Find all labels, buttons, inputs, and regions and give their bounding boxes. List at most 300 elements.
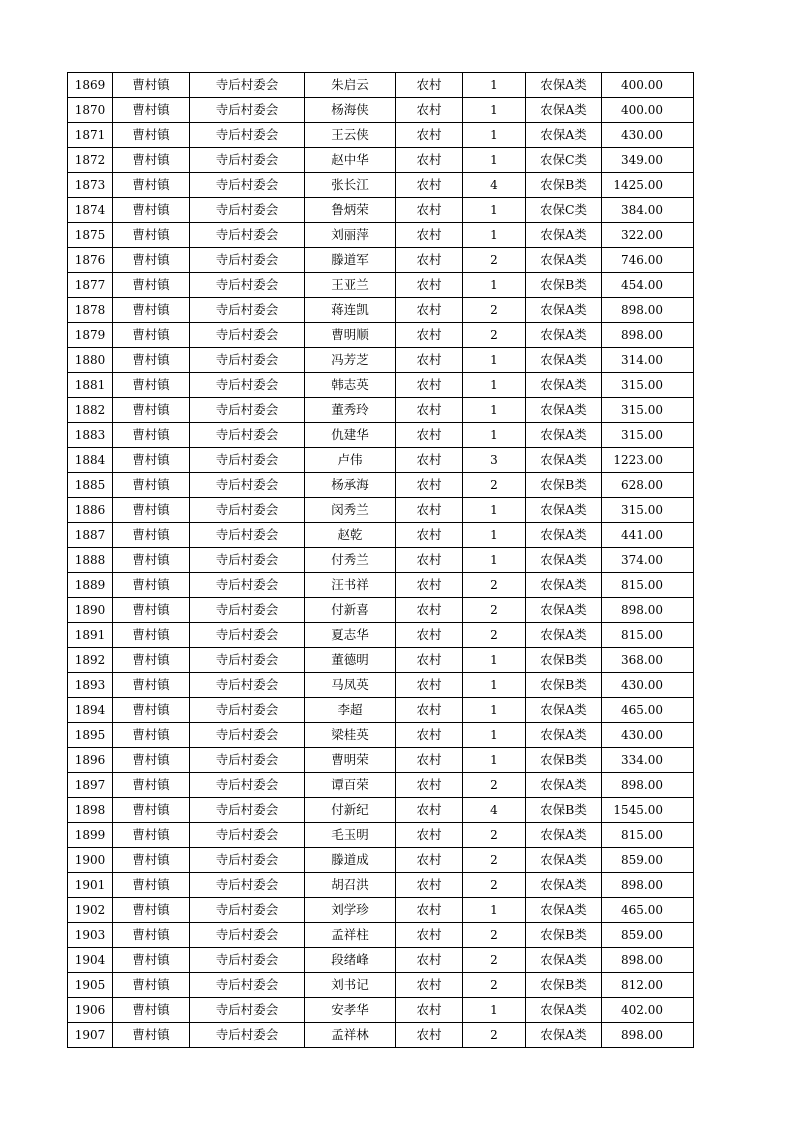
town-cell: 曹村镇 (113, 98, 190, 123)
amount-cell: 1223.00 (602, 448, 694, 473)
table-body (68, 73, 694, 1048)
row-number: 1903 (68, 923, 113, 948)
town-cell: 曹村镇 (113, 923, 190, 948)
insurance-category-cell: 农保C类 (526, 198, 602, 223)
amount-cell: 898.00 (602, 873, 694, 898)
table-row (68, 648, 694, 673)
household-type-cell: 农村 (396, 1023, 463, 1048)
town-cell: 曹村镇 (113, 448, 190, 473)
town-cell: 曹村镇 (113, 73, 190, 98)
name-cell: 汪书祥 (305, 573, 396, 598)
amount-cell: 315.00 (602, 423, 694, 448)
member-count-cell: 1 (463, 998, 526, 1023)
household-type-cell: 农村 (396, 573, 463, 598)
town-cell: 曹村镇 (113, 823, 190, 848)
member-count-cell: 1 (463, 748, 526, 773)
insurance-category-cell: 农保A类 (526, 98, 602, 123)
household-type-cell: 农村 (396, 673, 463, 698)
name-cell: 付新喜 (305, 598, 396, 623)
insurance-category-cell: 农保A类 (526, 1023, 602, 1048)
row-number: 1872 (68, 148, 113, 173)
member-count-cell: 2 (463, 773, 526, 798)
village-committee-cell: 寺后村委会 (190, 573, 305, 598)
town-cell: 曹村镇 (113, 548, 190, 573)
member-count-cell: 1 (463, 723, 526, 748)
row-number: 1906 (68, 998, 113, 1023)
town-cell: 曹村镇 (113, 848, 190, 873)
member-count-cell: 1 (463, 373, 526, 398)
household-type-cell: 农村 (396, 948, 463, 973)
town-cell: 曹村镇 (113, 998, 190, 1023)
row-number: 1873 (68, 173, 113, 198)
insurance-category-cell: 农保A类 (526, 373, 602, 398)
row-number: 1888 (68, 548, 113, 573)
town-cell: 曹村镇 (113, 398, 190, 423)
town-cell: 曹村镇 (113, 648, 190, 673)
table-row (68, 123, 694, 148)
name-cell: 赵中华 (305, 148, 396, 173)
household-type-cell: 农村 (396, 598, 463, 623)
town-cell: 曹村镇 (113, 223, 190, 248)
amount-cell: 898.00 (602, 323, 694, 348)
amount-cell: 334.00 (602, 748, 694, 773)
village-committee-cell: 寺后村委会 (190, 1023, 305, 1048)
town-cell: 曹村镇 (113, 198, 190, 223)
amount-cell: 898.00 (602, 1023, 694, 1048)
amount-cell: 400.00 (602, 98, 694, 123)
member-count-cell: 1 (463, 223, 526, 248)
amount-cell: 315.00 (602, 398, 694, 423)
insurance-category-cell: 农保A类 (526, 398, 602, 423)
insurance-category-cell: 农保B类 (526, 748, 602, 773)
name-cell: 胡召洪 (305, 873, 396, 898)
amount-cell: 815.00 (602, 823, 694, 848)
village-committee-cell: 寺后村委会 (190, 848, 305, 873)
village-committee-cell: 寺后村委会 (190, 248, 305, 273)
row-number: 1898 (68, 798, 113, 823)
village-committee-cell: 寺后村委会 (190, 648, 305, 673)
row-number: 1900 (68, 848, 113, 873)
member-count-cell: 2 (463, 623, 526, 648)
amount-cell: 314.00 (602, 348, 694, 373)
household-type-cell: 农村 (396, 623, 463, 648)
household-type-cell: 农村 (396, 648, 463, 673)
amount-cell: 1545.00 (602, 798, 694, 823)
household-type-cell: 农村 (396, 748, 463, 773)
member-count-cell: 1 (463, 273, 526, 298)
member-count-cell: 2 (463, 873, 526, 898)
amount-cell: 465.00 (602, 698, 694, 723)
member-count-cell: 2 (463, 473, 526, 498)
insurance-category-cell: 农保A类 (526, 723, 602, 748)
insurance-category-cell: 农保A类 (526, 73, 602, 98)
row-number: 1893 (68, 673, 113, 698)
row-number: 1892 (68, 648, 113, 673)
table-row (68, 448, 694, 473)
table-row (68, 198, 694, 223)
village-committee-cell: 寺后村委会 (190, 123, 305, 148)
town-cell: 曹村镇 (113, 748, 190, 773)
household-type-cell: 农村 (396, 248, 463, 273)
table-row (68, 548, 694, 573)
household-type-cell: 农村 (396, 548, 463, 573)
insurance-category-cell: 农保A类 (526, 848, 602, 873)
table-row (68, 73, 694, 98)
village-committee-cell: 寺后村委会 (190, 598, 305, 623)
table-row (68, 873, 694, 898)
amount-cell: 322.00 (602, 223, 694, 248)
village-committee-cell: 寺后村委会 (190, 623, 305, 648)
town-cell: 曹村镇 (113, 573, 190, 598)
village-committee-cell: 寺后村委会 (190, 198, 305, 223)
row-number: 1895 (68, 723, 113, 748)
table-row (68, 898, 694, 923)
household-type-cell: 农村 (396, 923, 463, 948)
row-number: 1871 (68, 123, 113, 148)
amount-cell: 859.00 (602, 848, 694, 873)
row-number: 1878 (68, 298, 113, 323)
village-committee-cell: 寺后村委会 (190, 498, 305, 523)
name-cell: 王云侠 (305, 123, 396, 148)
name-cell: 安孝华 (305, 998, 396, 1023)
table-row (68, 248, 694, 273)
amount-cell: 315.00 (602, 498, 694, 523)
table-row (68, 373, 694, 398)
name-cell: 董秀玲 (305, 398, 396, 423)
member-count-cell: 2 (463, 973, 526, 998)
name-cell: 夏志华 (305, 623, 396, 648)
insurance-category-cell: 农保B类 (526, 648, 602, 673)
household-type-cell: 农村 (396, 373, 463, 398)
village-committee-cell: 寺后村委会 (190, 773, 305, 798)
member-count-cell: 1 (463, 898, 526, 923)
household-type-cell: 农村 (396, 348, 463, 373)
row-number: 1881 (68, 373, 113, 398)
name-cell: 曹明顺 (305, 323, 396, 348)
name-cell: 毛玉明 (305, 823, 396, 848)
insurance-category-cell: 农保A类 (526, 248, 602, 273)
amount-cell: 368.00 (602, 648, 694, 673)
table-row (68, 623, 694, 648)
member-count-cell: 1 (463, 148, 526, 173)
table-row (68, 1023, 694, 1048)
amount-cell: 315.00 (602, 373, 694, 398)
amount-cell: 898.00 (602, 948, 694, 973)
village-committee-cell: 寺后村委会 (190, 698, 305, 723)
table-row (68, 698, 694, 723)
village-committee-cell: 寺后村委会 (190, 923, 305, 948)
insurance-category-cell: 农保A类 (526, 448, 602, 473)
name-cell: 李超 (305, 698, 396, 723)
insurance-category-cell: 农保A类 (526, 573, 602, 598)
village-committee-cell: 寺后村委会 (190, 223, 305, 248)
row-number: 1890 (68, 598, 113, 623)
row-number: 1907 (68, 1023, 113, 1048)
table-row (68, 98, 694, 123)
name-cell: 朱启云 (305, 73, 396, 98)
row-number: 1874 (68, 198, 113, 223)
amount-cell: 374.00 (602, 548, 694, 573)
member-count-cell: 1 (463, 548, 526, 573)
insurance-category-cell: 农保A类 (526, 323, 602, 348)
table-row (68, 823, 694, 848)
name-cell: 马凤英 (305, 673, 396, 698)
amount-cell: 746.00 (602, 248, 694, 273)
village-committee-cell: 寺后村委会 (190, 148, 305, 173)
village-committee-cell: 寺后村委会 (190, 723, 305, 748)
table-row (68, 948, 694, 973)
village-committee-cell: 寺后村委会 (190, 948, 305, 973)
insurance-category-cell: 农保A类 (526, 223, 602, 248)
insurance-category-cell: 农保A类 (526, 948, 602, 973)
insurance-category-cell: 农保A类 (526, 698, 602, 723)
village-committee-cell: 寺后村委会 (190, 523, 305, 548)
table-row (68, 223, 694, 248)
name-cell: 仇建华 (305, 423, 396, 448)
town-cell: 曹村镇 (113, 323, 190, 348)
insurance-category-cell: 农保A类 (526, 998, 602, 1023)
insurance-category-cell: 农保B类 (526, 273, 602, 298)
row-number: 1899 (68, 823, 113, 848)
member-count-cell: 1 (463, 348, 526, 373)
name-cell: 付新纪 (305, 798, 396, 823)
town-cell: 曹村镇 (113, 148, 190, 173)
amount-cell: 384.00 (602, 198, 694, 223)
amount-cell: 430.00 (602, 123, 694, 148)
insurance-category-cell: 农保A类 (526, 423, 602, 448)
amount-cell: 349.00 (602, 148, 694, 173)
household-type-cell: 农村 (396, 973, 463, 998)
row-number: 1887 (68, 523, 113, 548)
name-cell: 张长江 (305, 173, 396, 198)
insurance-category-cell: 农保A类 (526, 548, 602, 573)
member-count-cell: 1 (463, 123, 526, 148)
name-cell: 蒋连凯 (305, 298, 396, 323)
town-cell: 曹村镇 (113, 698, 190, 723)
amount-cell: 898.00 (602, 598, 694, 623)
row-number: 1875 (68, 223, 113, 248)
village-committee-cell: 寺后村委会 (190, 823, 305, 848)
town-cell: 曹村镇 (113, 298, 190, 323)
insurance-category-cell: 农保A类 (526, 823, 602, 848)
town-cell: 曹村镇 (113, 798, 190, 823)
row-number: 1882 (68, 398, 113, 423)
amount-cell: 898.00 (602, 773, 694, 798)
household-type-cell: 农村 (396, 998, 463, 1023)
household-type-cell: 农村 (396, 873, 463, 898)
town-cell: 曹村镇 (113, 373, 190, 398)
town-cell: 曹村镇 (113, 773, 190, 798)
member-count-cell: 2 (463, 573, 526, 598)
row-number: 1897 (68, 773, 113, 798)
insurance-category-cell: 农保A类 (526, 773, 602, 798)
name-cell: 杨承海 (305, 473, 396, 498)
town-cell: 曹村镇 (113, 623, 190, 648)
town-cell: 曹村镇 (113, 898, 190, 923)
member-count-cell: 1 (463, 398, 526, 423)
row-number: 1884 (68, 448, 113, 473)
name-cell: 杨海侠 (305, 98, 396, 123)
village-committee-cell: 寺后村委会 (190, 173, 305, 198)
household-type-cell: 农村 (396, 298, 463, 323)
village-committee-cell: 寺后村委会 (190, 98, 305, 123)
insurance-category-cell: 农保B类 (526, 173, 602, 198)
town-cell: 曹村镇 (113, 423, 190, 448)
village-committee-cell: 寺后村委会 (190, 998, 305, 1023)
insurance-category-cell: 农保A类 (526, 523, 602, 548)
row-number: 1891 (68, 623, 113, 648)
amount-cell: 859.00 (602, 923, 694, 948)
name-cell: 孟祥林 (305, 1023, 396, 1048)
name-cell: 冯芳芝 (305, 348, 396, 373)
household-type-cell: 农村 (396, 148, 463, 173)
member-count-cell: 1 (463, 523, 526, 548)
member-count-cell: 1 (463, 423, 526, 448)
name-cell: 曹明荣 (305, 748, 396, 773)
town-cell: 曹村镇 (113, 498, 190, 523)
insurance-category-cell: 农保B类 (526, 473, 602, 498)
town-cell: 曹村镇 (113, 873, 190, 898)
data-table (67, 72, 694, 1048)
village-committee-cell: 寺后村委会 (190, 423, 305, 448)
member-count-cell: 2 (463, 323, 526, 348)
household-type-cell: 农村 (396, 448, 463, 473)
insurance-category-cell: 农保A类 (526, 623, 602, 648)
member-count-cell: 2 (463, 1023, 526, 1048)
name-cell: 段绪峰 (305, 948, 396, 973)
row-number: 1901 (68, 873, 113, 898)
village-committee-cell: 寺后村委会 (190, 798, 305, 823)
household-type-cell: 农村 (396, 323, 463, 348)
member-count-cell: 2 (463, 298, 526, 323)
table-row (68, 773, 694, 798)
household-type-cell: 农村 (396, 723, 463, 748)
table-row (68, 673, 694, 698)
insurance-category-cell: 农保B类 (526, 923, 602, 948)
town-cell: 曹村镇 (113, 473, 190, 498)
row-number: 1877 (68, 273, 113, 298)
name-cell: 闵秀兰 (305, 498, 396, 523)
amount-cell: 441.00 (602, 523, 694, 548)
member-count-cell: 1 (463, 73, 526, 98)
insurance-category-cell: 农保B类 (526, 973, 602, 998)
village-committee-cell: 寺后村委会 (190, 348, 305, 373)
table-row (68, 148, 694, 173)
household-type-cell: 农村 (396, 223, 463, 248)
amount-cell: 1425.00 (602, 173, 694, 198)
table-row (68, 473, 694, 498)
member-count-cell: 2 (463, 823, 526, 848)
household-type-cell: 农村 (396, 898, 463, 923)
table-row (68, 273, 694, 298)
village-committee-cell: 寺后村委会 (190, 898, 305, 923)
table-row (68, 348, 694, 373)
name-cell: 谭百荣 (305, 773, 396, 798)
row-number: 1886 (68, 498, 113, 523)
household-type-cell: 农村 (396, 498, 463, 523)
insurance-category-cell: 农保A类 (526, 498, 602, 523)
town-cell: 曹村镇 (113, 973, 190, 998)
amount-cell: 430.00 (602, 723, 694, 748)
village-committee-cell: 寺后村委会 (190, 398, 305, 423)
village-committee-cell: 寺后村委会 (190, 473, 305, 498)
household-type-cell: 农村 (396, 198, 463, 223)
insurance-category-cell: 农保B类 (526, 673, 602, 698)
name-cell: 赵乾 (305, 523, 396, 548)
village-committee-cell: 寺后村委会 (190, 323, 305, 348)
village-committee-cell: 寺后村委会 (190, 748, 305, 773)
table-row (68, 323, 694, 348)
amount-cell: 454.00 (602, 273, 694, 298)
name-cell: 董德明 (305, 648, 396, 673)
row-number: 1876 (68, 248, 113, 273)
member-count-cell: 2 (463, 848, 526, 873)
insurance-category-cell: 农保A类 (526, 873, 602, 898)
amount-cell: 898.00 (602, 298, 694, 323)
member-count-cell: 4 (463, 173, 526, 198)
member-count-cell: 1 (463, 698, 526, 723)
table-row (68, 523, 694, 548)
table-row (68, 498, 694, 523)
household-type-cell: 农村 (396, 823, 463, 848)
amount-cell: 628.00 (602, 473, 694, 498)
name-cell: 韩志英 (305, 373, 396, 398)
table-row (68, 748, 694, 773)
insurance-category-cell: 农保C类 (526, 148, 602, 173)
town-cell: 曹村镇 (113, 1023, 190, 1048)
row-number: 1879 (68, 323, 113, 348)
insurance-category-cell: 农保B类 (526, 798, 602, 823)
insurance-category-cell: 农保A类 (526, 348, 602, 373)
town-cell: 曹村镇 (113, 523, 190, 548)
amount-cell: 812.00 (602, 973, 694, 998)
village-committee-cell: 寺后村委会 (190, 298, 305, 323)
name-cell: 付秀兰 (305, 548, 396, 573)
row-number: 1869 (68, 73, 113, 98)
household-type-cell: 农村 (396, 273, 463, 298)
household-type-cell: 农村 (396, 523, 463, 548)
row-number: 1885 (68, 473, 113, 498)
town-cell: 曹村镇 (113, 673, 190, 698)
household-type-cell: 农村 (396, 98, 463, 123)
name-cell: 滕道成 (305, 848, 396, 873)
village-committee-cell: 寺后村委会 (190, 448, 305, 473)
row-number: 1904 (68, 948, 113, 973)
insurance-category-cell: 农保A类 (526, 898, 602, 923)
table-row (68, 798, 694, 823)
table-row (68, 398, 694, 423)
household-type-cell: 农村 (396, 698, 463, 723)
household-type-cell: 农村 (396, 123, 463, 148)
town-cell: 曹村镇 (113, 348, 190, 373)
name-cell: 刘书记 (305, 973, 396, 998)
village-committee-cell: 寺后村委会 (190, 73, 305, 98)
row-number: 1896 (68, 748, 113, 773)
town-cell: 曹村镇 (113, 248, 190, 273)
name-cell: 梁桂英 (305, 723, 396, 748)
household-type-cell: 农村 (396, 423, 463, 448)
member-count-cell: 1 (463, 198, 526, 223)
name-cell: 刘学珍 (305, 898, 396, 923)
name-cell: 刘丽萍 (305, 223, 396, 248)
amount-cell: 430.00 (602, 673, 694, 698)
town-cell: 曹村镇 (113, 173, 190, 198)
insurance-category-cell: 农保A类 (526, 598, 602, 623)
amount-cell: 465.00 (602, 898, 694, 923)
insurance-category-cell: 农保A类 (526, 298, 602, 323)
town-cell: 曹村镇 (113, 598, 190, 623)
household-type-cell: 农村 (396, 173, 463, 198)
